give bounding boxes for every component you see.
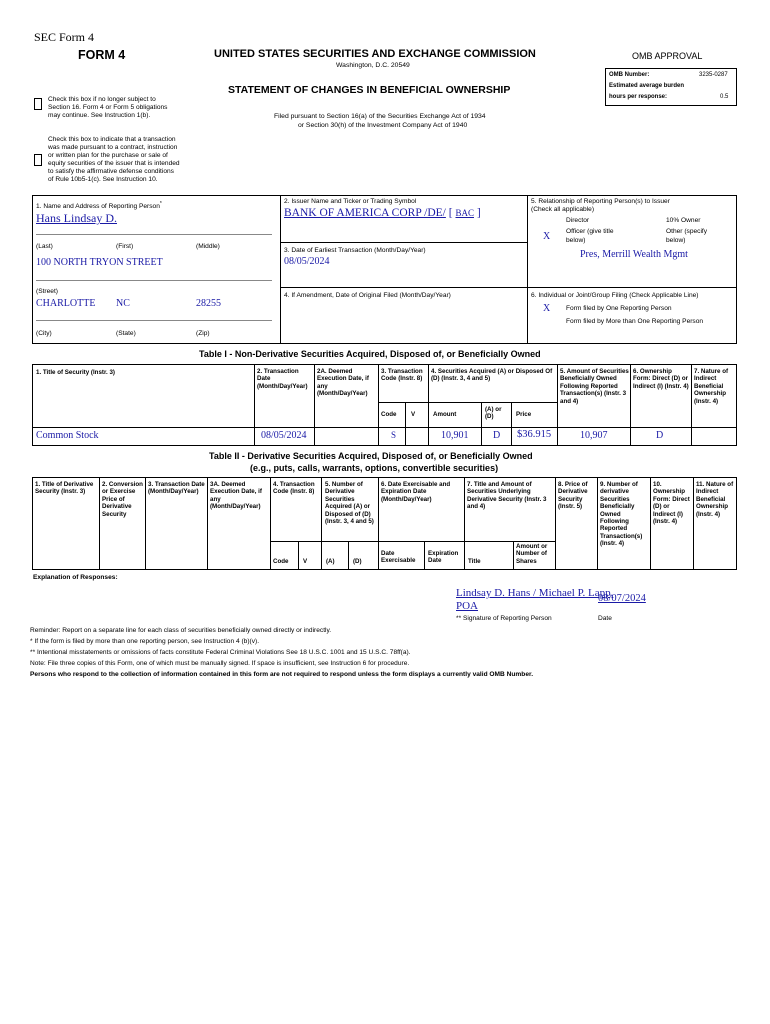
reminder-text: Reminder: Report on a separate line for each class of securities beneficially owned directly or indirectly.: [30, 627, 332, 634]
plan-indicator-checkbox[interactable]: [34, 154, 42, 166]
omb-number-value: 3235-0287: [699, 72, 728, 78]
t1-col-owned: 5. Amount of Securities Beneficially Owned Following Reported Transaction(s) (Instr. 3 and 4): [560, 368, 629, 405]
t2-sub-code: Code: [273, 558, 289, 565]
t2-sub-expiration: Expiration Date: [428, 550, 459, 565]
note-multiple-persons: * If the form is filed by more than one reporting person, see Instruction 4 (b)(v).: [30, 638, 260, 645]
t1-col-title: 1. Title of Security (Instr. 3): [36, 369, 115, 376]
t1-col-ownership-form: 6. Ownership Form: Direct (D) or Indirect (I) (Instr. 4): [633, 368, 689, 390]
street-label: (Street): [36, 288, 58, 295]
statement-title: STATEMENT OF CHANGES IN BENEFICIAL OWNERSHIP: [228, 84, 511, 96]
t2-sub-amount: Amount or Number of Shares: [516, 543, 548, 565]
t1-sub-amount: Amount: [433, 411, 457, 418]
reporting-person-name-link[interactable]: Hans Lindsay D.: [36, 211, 117, 225]
no-longer-subject-checkbox[interactable]: [34, 98, 42, 110]
omb-approval-title: OMB APPROVAL: [632, 51, 703, 61]
ticker-link[interactable]: BAC: [455, 208, 474, 218]
t1-row-price: $36.915: [517, 429, 552, 440]
t2-col-title: 1. Title of Derivative Security (Instr. 3): [35, 481, 94, 496]
issuer-name-row: [284, 207, 481, 219]
t2-col-owned: 9. Number of derivative Securities Beneficially Owned Following Reported Transaction(s) (Instr. 4): [600, 481, 643, 548]
t1-col-acquired: 4. Securities Acquired (A) or Disposed Of (D) (Instr. 3, 4 and 5): [431, 368, 553, 383]
filed-pursuant-line-2: or Section 30(h) of the Investment Company Act of 1940: [298, 122, 468, 129]
t1-sub-price: Price: [516, 411, 532, 418]
sec-form-label: SEC Form 4: [34, 30, 95, 44]
t2-sub-d: (D): [353, 558, 362, 565]
first-name-label: (First): [116, 243, 134, 250]
t1-row-owned: 10,907: [580, 430, 608, 441]
issuer-name-link[interactable]: BANK OF AMERICA CORP /DE/: [284, 207, 446, 219]
omb-number-label: OMB Number:: [609, 72, 650, 78]
other-option-line-1[interactable]: Other (specify: [666, 228, 708, 235]
officer-option-line-1[interactable]: Officer (give title: [566, 228, 614, 235]
earliest-transaction-value: 08/05/2024: [284, 256, 330, 267]
other-option-line-2: below): [666, 237, 686, 244]
t1-col-deemed: 2A. Deemed Execution Date, if any (Month/Day/Year): [317, 368, 369, 398]
date-label: Date: [598, 615, 612, 622]
relationship-label: 5. Relationship of Reporting Person(s) to Issuer: [531, 198, 670, 205]
t2-col-ownership-form: 10. Ownership Form: Direct (D) or Indirect (I) (Instr. 4): [653, 481, 690, 526]
officer-title-value: Pres, Merrill Wealth Mgmt: [580, 249, 688, 260]
note-criminal-violations: ** Intentional misstatements or omissions of facts constitute Federal Criminal Violations See 18 U.S.C. 1001 and 15 U.S.C. 78ff(a).: [30, 649, 411, 656]
signature-label: ** Signature of Reporting Person: [456, 615, 552, 622]
t2-col-exercisable: 6. Date Exercisable and Expiration Date (Month/Day/Year): [381, 481, 451, 503]
omb-hours-value: 0.5: [720, 94, 729, 100]
reporting-person-label: 1. Name and Address of Reporting Person*: [36, 201, 162, 211]
t2-sub-v: V: [303, 558, 308, 565]
one-person-checked-mark: X: [543, 303, 551, 314]
t1-row-ad: D: [493, 430, 501, 441]
t2-col-number: 5. Number of Derivative Securities Acquired (A) or Disposed of (D) (Instr. 3, 4 and 5): [325, 481, 374, 526]
plan-indicator-label: Check this box to indicate that a transaction was made pursuant to a contract, instruction or written plan for the purchase or sale of equity securities of the issuer that is intended to satisfy the affirmative defense conditions of Rule 10b5-1(c). See Instruction 10.: [48, 136, 180, 183]
table1-title: Table I - Non-Derivative Securities Acquired, Disposed of, or Beneficially Owned: [199, 349, 541, 359]
middle-name-label: (Middle): [196, 243, 220, 250]
director-option[interactable]: Director: [566, 217, 590, 224]
table2-subtitle: (e.g., puts, calls, warrants, options, convertible securities): [250, 463, 499, 473]
state-label: (State): [116, 330, 136, 337]
last-name-label: (Last): [36, 243, 53, 250]
form-title: FORM 4: [78, 48, 126, 62]
filed-pursuant-line-1: Filed pursuant to Section 16(a) of the Securities Exchange Act of 1934: [274, 113, 486, 120]
t2-col-underlying: 7. Title and Amount of Securities Underlying Derivative Security (Instr. 3 and 4): [467, 481, 547, 511]
t2-col-nature: 11. Nature of Indirect Beneficial Ownership (Instr. 4): [696, 481, 734, 518]
t2-sub-a: (A): [326, 558, 335, 565]
omb-burden-label: Estimated average burden: [609, 83, 685, 89]
relationship-sublabel: (Check all applicable): [531, 206, 595, 213]
issuer-label: 2. Issuer Name and Ticker or Trading Symbol: [284, 198, 417, 205]
t1-row-amount: 10,901: [441, 430, 469, 441]
t2-col-date: 3. Transaction Date (Month/Day/Year): [148, 481, 205, 496]
t2-sub-title: Title: [468, 558, 481, 565]
commission-title: UNITED STATES SECURITIES AND EXCHANGE COMMISSION: [214, 48, 536, 60]
omb-hours-label: hours per response:: [609, 94, 668, 100]
table2-title: Table II - Derivative Securities Acquired, Disposed of, or Beneficially Owned: [209, 451, 533, 461]
signature-date: 08/07/2024: [598, 593, 646, 604]
one-person-option[interactable]: Form filed by One Reporting Person: [566, 305, 672, 312]
t2-col-conversion: 2. Conversion or Exercise Price of Derivative Security: [102, 481, 143, 518]
t1-col-date: 2. Transaction Date (Month/Day/Year): [257, 368, 308, 390]
t1-row-date: 08/05/2024: [261, 430, 307, 441]
t1-row-code: S: [391, 430, 397, 440]
multiple-persons-option[interactable]: Form filed by More than One Reporting Person: [566, 318, 704, 325]
explanation-label: Explanation of Responses:: [33, 574, 118, 581]
street-value: 100 NORTH TRYON STREET: [36, 257, 163, 268]
officer-option-line-2: below): [566, 237, 586, 244]
commission-location: Washington, D.C. 20549: [336, 62, 410, 69]
ticker-bracket-close: ]: [476, 207, 481, 219]
amendment-label: 4. If Amendment, Date of Original Filed (Month/Day/Year): [284, 292, 451, 299]
t1-row-security: Common Stock: [36, 430, 99, 441]
no-longer-subject-label: Check this box if no longer subject to Section 16. Form 4 or Form 5 obligations may continue. See Instruction 1(b).: [48, 96, 168, 119]
earliest-transaction-label: 3. Date of Earliest Transaction (Month/Day/Year): [284, 247, 426, 254]
t1-sub-v: V: [411, 411, 416, 418]
ticker-bracket-open: [: [448, 207, 453, 219]
t2-col-code: 4. Transaction Code (Instr. 8): [273, 481, 315, 496]
filing-label: 6. Individual or Joint/Group Filing (Check Applicable Line): [531, 292, 699, 299]
zip-value: 28255: [196, 298, 221, 309]
t1-row-ownership-form: D: [656, 430, 664, 441]
t1-sub-code: Code: [381, 411, 397, 418]
note-three-copies: Note: File three copies of this Form, one of which must be manually signed. If space is insufficient, see Instruction 6 for procedure.: [30, 660, 410, 667]
city-value: CHARLOTTE: [36, 298, 96, 309]
t2-sub-exercisable: Date Exercisable: [381, 550, 416, 565]
signature-poa-link[interactable]: POA: [456, 600, 479, 612]
signature-link[interactable]: Lindsay D. Hans / Michael P. Lapp,: [456, 587, 614, 599]
ten-percent-owner-option[interactable]: 10% Owner: [666, 217, 701, 224]
t1-col-nature: 7. Nature of Indirect Beneficial Ownership (Instr. 4): [694, 368, 729, 405]
t2-col-price: 8. Price of Derivative Security (Instr. 5): [558, 481, 588, 511]
signature-block: [456, 587, 613, 613]
t1-sub-ad: (A) or (D): [485, 406, 502, 421]
note-omb-number: Persons who respond to the collection of information contained in this form are not required to respond unless the form displays a currently valid OMB Number.: [30, 671, 534, 678]
t2-col-deemed: 3A. Deemed Execution Date, if any (Month/Day/Year): [210, 481, 262, 511]
t1-col-code: 3. Transaction Code (Instr. 8): [381, 368, 423, 383]
zip-label: (Zip): [196, 330, 210, 337]
city-label: (City): [36, 330, 52, 337]
officer-checked-mark: X: [543, 231, 551, 242]
state-value: NC: [116, 298, 130, 309]
